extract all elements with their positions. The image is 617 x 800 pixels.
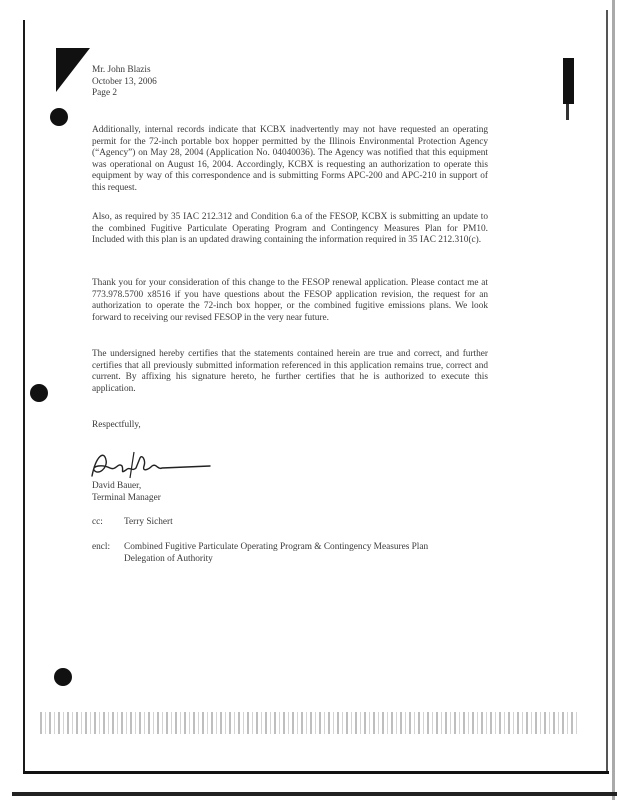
body-paragraph-4: The undersigned hereby certifies that the statements contained herein are true and correct, and further certifies that all previously submitted information referenced in this application remains true, correct and current. By affixing his signature hereto, he further certifies that he is authorized to execute this application.	[92, 349, 488, 394]
body-paragraph-1: Additionally, internal records indicate that KCBX inadvertently may not have requested an operating permit for the 72-inch portable box hopper permitted by the Illinois Environmental Protection Agency (“Agency”) on May 28, 2004 (Application No. 04040036). The Agency was notified that this equipment was operational on August 16, 2004. Accordingly, KCBX is requesting an authorization to operate this equipment by way of this correspondence and is submitting Forms APC-200 and APC-210 in support of this request.	[92, 125, 488, 193]
letter-date: October 13, 2006	[92, 76, 157, 87]
enclosure-item: Delegation of Authority	[124, 553, 213, 564]
handwritten-signature	[86, 446, 216, 482]
scan-border-right	[606, 10, 608, 772]
scan-border-bottom	[23, 771, 609, 774]
scan-corner-mark	[56, 48, 90, 92]
scan-footer-noise	[40, 712, 580, 734]
body-paragraph-3: Thank you for your consideration of this change to the FESOP renewal application. Please contact me at 773.978.5700 x8516 if you have questions about the FESOP application revision, the request for an authorization to operate the 72-inch box hopper, or the combined fugitive emissions plans. We look forward to receiving our revised FESOP in the very near future.	[92, 278, 488, 323]
signer-title: Terminal Manager	[92, 493, 161, 503]
body-paragraph-2: Also, as required by 35 IAC 212.312 and Condition 6.a of the FESOP, KCBX is submitting an update to the combined Fugitive Particulate Operating Program and Contingency Measures Plan for PM10. Included with this plan is an updated drawing containing the information required in 35 IAC 212.310(c).	[92, 212, 488, 246]
scan-edge-right	[612, 0, 615, 800]
enclosure-label: encl:	[92, 542, 111, 552]
cc-label: cc:	[92, 517, 103, 527]
enclosure-item: Combined Fugitive Particulate Operating Program & Contingency Measures Plan	[124, 542, 429, 552]
punch-hole-middle	[30, 384, 48, 402]
punch-hole-bottom	[54, 668, 72, 686]
letter-header	[92, 65, 157, 100]
scan-border-left	[23, 20, 25, 772]
scan-margin-mark	[563, 58, 574, 104]
cc-recipient: Terry Sichert	[124, 517, 173, 527]
scan-edge-bottom	[12, 792, 617, 796]
enclosure-list	[124, 542, 428, 565]
page-number: Page 2	[92, 88, 118, 99]
recipient-name: Mr. John Blazis	[92, 65, 151, 75]
closing-salutation: Respectfully,	[92, 420, 141, 430]
punch-hole-top	[50, 108, 68, 126]
scan-margin-tick	[566, 104, 569, 120]
signer-name: David Bauer,	[92, 481, 142, 491]
